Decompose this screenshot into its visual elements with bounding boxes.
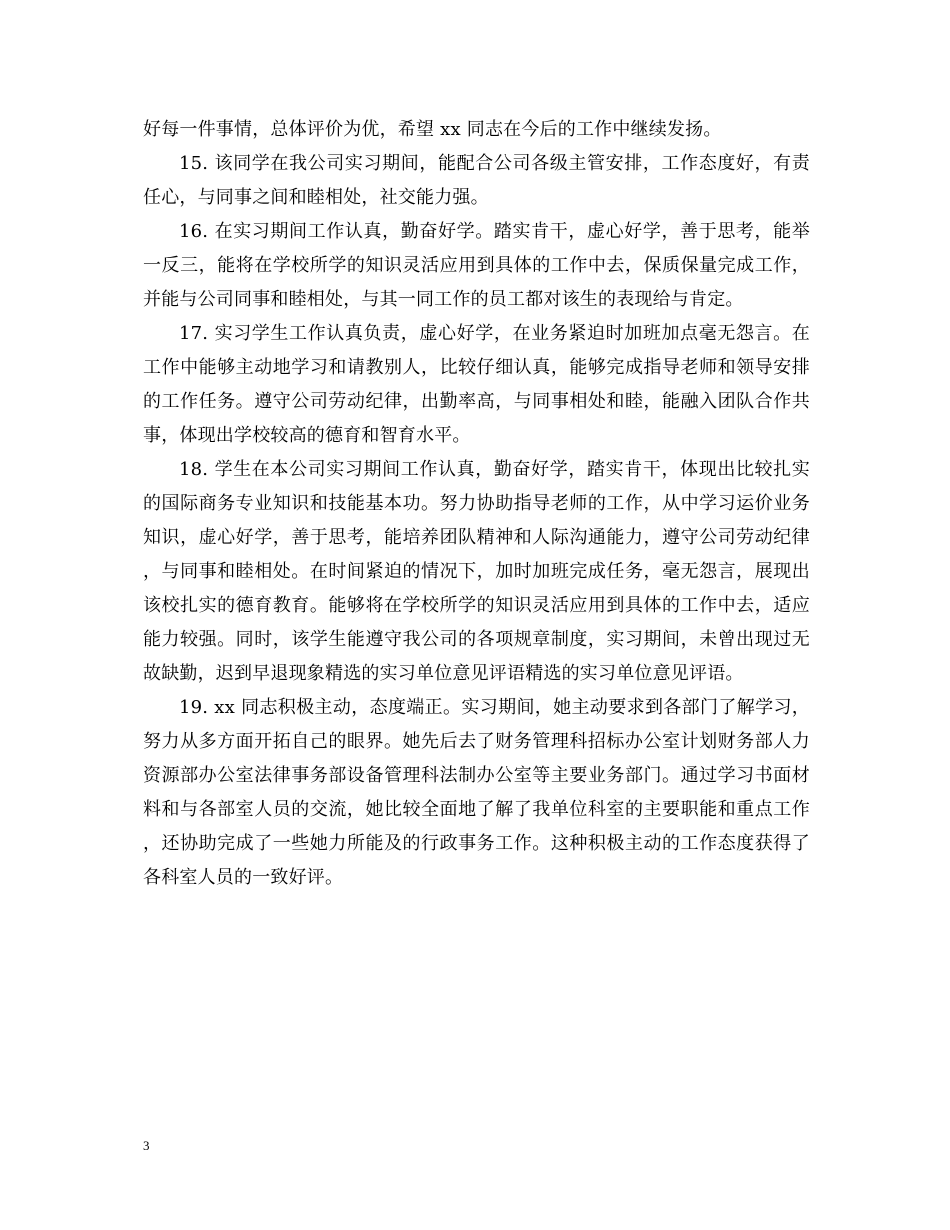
paragraph-item-15: 15. 该同学在我公司实习期间，能配合公司各级主管安排，工作态度好，有责任心，与同事之间和睦相处，社交能力强。 bbox=[143, 153, 810, 208]
page-number: 3 bbox=[143, 1138, 150, 1153]
paragraph-item-18: 18. 学生在本公司实习期间工作认真，勤奋好学，踏实肯干，体现出比较扎实的国际商务专业知识和技能基本功。努力协助指导老师的工作，从中学习运价业务知识，虚心好学，善于思考，能培养团队精神和人际沟通能力，遵守公司劳动纪律，与同事和睦相处。在时间紧迫的情况下，加时加班完成任务，毫无怨言，展现出该校扎实的德育教育。能够将在学校所学的知识灵活应用到具体的工作中去，适应能力较强。同时，该学生能遵守我公司的各项规章制度，实习期间，未曾出现过无故缺勤，迟到早退现象精选的实习单位意见评语精选的实习单位意见评语。 bbox=[143, 459, 810, 684]
paragraph-item-19: 19. xx 同志积极主动，态度端正。实习期间，她主动要求到各部门了解学习，努力从多方面开拓自己的眼界。她先后去了财务管理科招标办公室计划财务部人力资源部办公室法律事务部设备管理科法制办公室等主要业务部门。通过学习书面材料和与各部室人员的交流，她比较全面地了解了我单位科室的主要职能和重点工作，还协助完成了一些她力所能及的行政事务工作。这种积极主动的工作态度获得了各科室人员的一致好评。 bbox=[143, 697, 810, 888]
paragraph-continuation: 好每一件事情，总体评价为优，希望 xx 同志在今后的工作中继续发扬。 bbox=[143, 119, 722, 140]
paragraph-item-16: 16. 在实习期间工作认真，勤奋好学。踏实肯干，虚心好学，善于思考，能举一反三，能将在学校所学的知识灵活应用到具体的工作中去，保质保量完成工作，并能与公司同事和睦相处，与其一同工作的员工都对该生的表现给与肯定。 bbox=[143, 221, 810, 310]
paragraph-item-17: 17. 实习学生工作认真负责，虚心好学，在业务紧迫时加班加点毫无怨言。在工作中能够主动地学习和请教别人，比较仔细认真，能够完成指导老师和领导安排的工作任务。遵守公司劳动纪律，出勤率高，与同事相处和睦，能融入团队合作共事，体现出学校较高的德育和智育水平。 bbox=[143, 323, 810, 446]
document-body bbox=[143, 113, 810, 895]
